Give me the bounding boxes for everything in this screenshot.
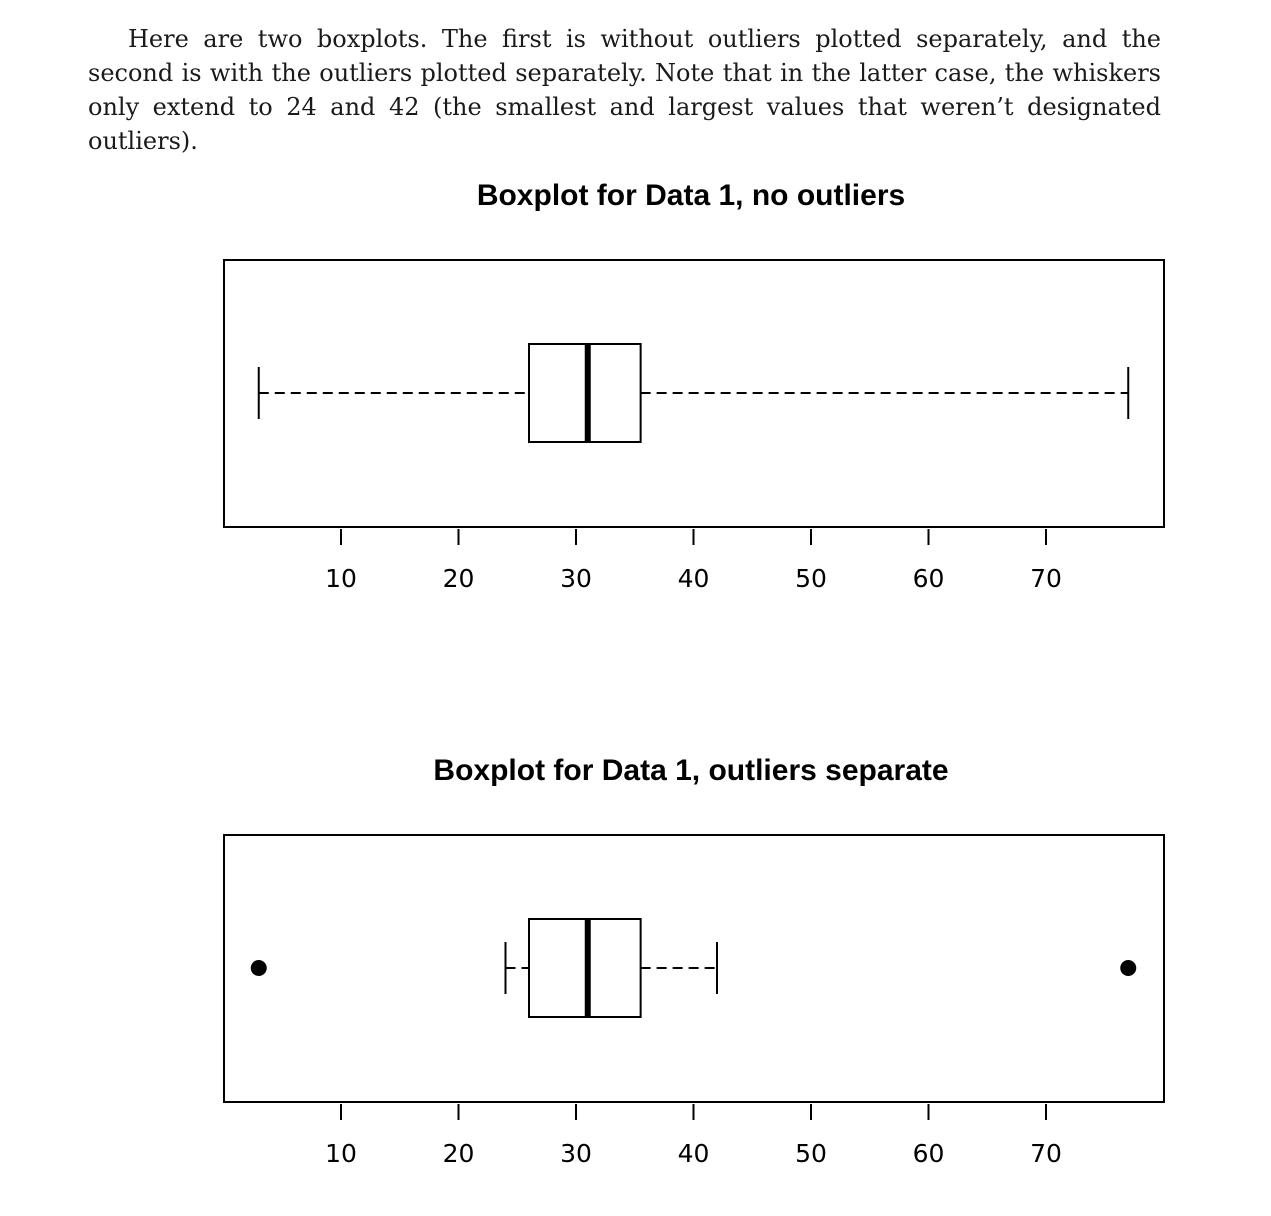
x-tick-label: 70 [1030,1139,1062,1168]
x-tick-label: 60 [912,564,945,593]
outlier-point [251,960,267,976]
x-tick-label: 70 [1030,564,1062,593]
boxplot-marks [259,344,1129,442]
x-tick-label: 40 [677,564,710,593]
x-tick-label: 30 [560,1139,592,1168]
boxplot-chart-outliers-separate [0,735,1271,1185]
boxplot-chart-no-outliers [0,160,1271,610]
x-tick-label: 20 [442,564,475,593]
x-tick-label: 40 [677,1139,710,1168]
x-tick-label: 60 [912,1139,945,1168]
x-tick-label: 50 [795,1139,827,1168]
x-tick-label: 20 [442,1139,475,1168]
intro-paragraph: Here are two boxplots. The first is without outliers plotted separately, and the second is with the outliers plotted separately. Note that in the latter case, the whiskers only extend to 24 and 42 (the smallest and largest values that weren’t designated outliers). [88,25,1161,155]
chart-title: Boxplot for Data 1, no outliers [476,179,906,212]
x-axis [325,1104,1062,1168]
chart-title: Boxplot for Data 1, outliers separate [433,754,949,787]
boxplot-marks [251,919,1137,1017]
x-tick-label: 30 [560,564,592,593]
x-tick-label: 10 [325,1139,357,1168]
x-tick-label: 50 [795,564,827,593]
x-tick-label: 10 [325,564,357,593]
outlier-point [1120,960,1136,976]
x-axis [325,529,1062,593]
